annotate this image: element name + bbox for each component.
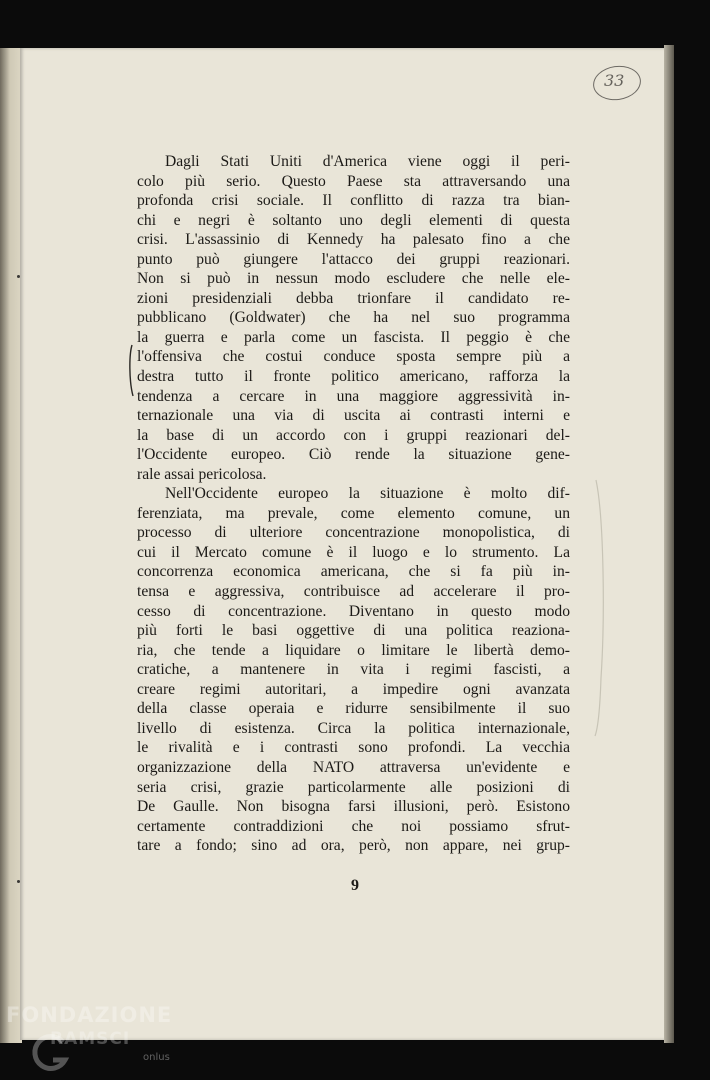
text-line: concorrenza economica americana, che si fa più in- (137, 563, 570, 581)
text-line: ferenziata, ma prevale, come elemento comune, un (137, 504, 570, 522)
text-line: tare a fondo; sino ad ora, però, non appare, nei grup- (137, 837, 570, 855)
text-line: la base di un accordo con i gruppi reazionari del- (137, 426, 570, 444)
text-line: rale assai pericolosa. (137, 465, 267, 483)
handwritten-folio-number: 33 (604, 71, 625, 90)
text-line: Dagli Stati Uniti d'America viene oggi il peri- (165, 153, 570, 170)
text-line: De Gaulle. Non bisogna farsi illusioni, però. Esistono (137, 798, 570, 816)
watermark-line-3: onlus (143, 1052, 170, 1063)
text-line: la guerra e parla come un fascista. Il peggio è che (137, 328, 570, 346)
binding-dot (17, 275, 20, 278)
text-line: pubblicano (Goldwater) che ha nel suo programma (137, 309, 570, 327)
text-line: zioni presidenziali debba trionfare il candidato re- (137, 289, 570, 307)
watermark-line-1: FONDAZIONE (6, 1003, 173, 1027)
watermark-line-2: RAMSCI (50, 1029, 131, 1049)
text-line: Nell'Occidente europeo la situazione è molto dif- (165, 485, 570, 503)
text-line: l'offensiva che costui conduce sposta sempre più a (137, 348, 570, 366)
text-line: ternazionale una via di uscita ai contrasti interni e (137, 407, 570, 425)
text-line: tendenza a cercare in una maggiore aggressività in- (137, 387, 570, 405)
text-line: della classe operaia e ridurre sensibilmente il suo (137, 700, 570, 718)
text-line: più forti le basi oggettive di una politica reaziona- (137, 622, 570, 640)
faint-margin-mark (592, 478, 608, 738)
book-spine-edge (0, 48, 22, 1043)
text-line: l'Occidente europeo. Ciò rende la situazione gene- (137, 446, 570, 464)
text-line: seria crisi, grazie particolarmente alle posizioni di (137, 778, 570, 796)
text-line: crisi. L'assassinio di Kennedy ha palesato fino a che (137, 231, 570, 249)
text-line: chi e negri è soltanto uno degli elementi di questa (137, 211, 570, 229)
margin-pencil-mark (126, 343, 136, 398)
text-line: processo di ulteriore concentrazione monopolistica, di (137, 524, 570, 542)
paragraph-1 (137, 152, 570, 484)
text-line: punto può giungere l'attacco dei gruppi reazionari. (137, 250, 570, 268)
page-edge-right (664, 45, 674, 1043)
binding-dot (17, 880, 20, 883)
text-line: livello di esistenza. Circa la politica internazionale, (137, 719, 570, 737)
text-line: certamente contraddizioni che noi possiamo sfrut- (137, 817, 570, 835)
paragraph-2 (137, 484, 570, 855)
text-line: le rivalità e i contrasti sono profondi. La vecchia (137, 739, 570, 757)
text-line: cui il Mercato comune è il luogo e lo strumento. La (137, 543, 570, 561)
text-line: profonda crisi sociale. Il conflitto di razza tra bian- (137, 192, 570, 210)
text-line: ria, che tende a liquidare o limitare le libertà demo- (137, 641, 570, 659)
text-line: cratiche, a mantenere in vita i regimi fascisti, a (137, 661, 570, 679)
text-line: organizzazione della NATO attraversa un'evidente e (137, 758, 570, 776)
page-number: 9 (351, 877, 359, 894)
text-line: Non si può in nessun modo escludere che nelle ele- (137, 270, 570, 288)
text-line: tensa e aggressiva, contribuisce ad accelerare il pro- (137, 583, 570, 601)
text-line: colo più serio. Questo Paese sta attraversando una (137, 172, 570, 190)
text-line: creare regimi autoritari, a impedire ogni avanzata (137, 680, 570, 698)
body-text (137, 152, 570, 856)
text-line: destra tutto il fronte politico americano, rafforza la (137, 368, 570, 386)
text-line: cesso di concentrazione. Diventano in questo modo (137, 602, 570, 620)
